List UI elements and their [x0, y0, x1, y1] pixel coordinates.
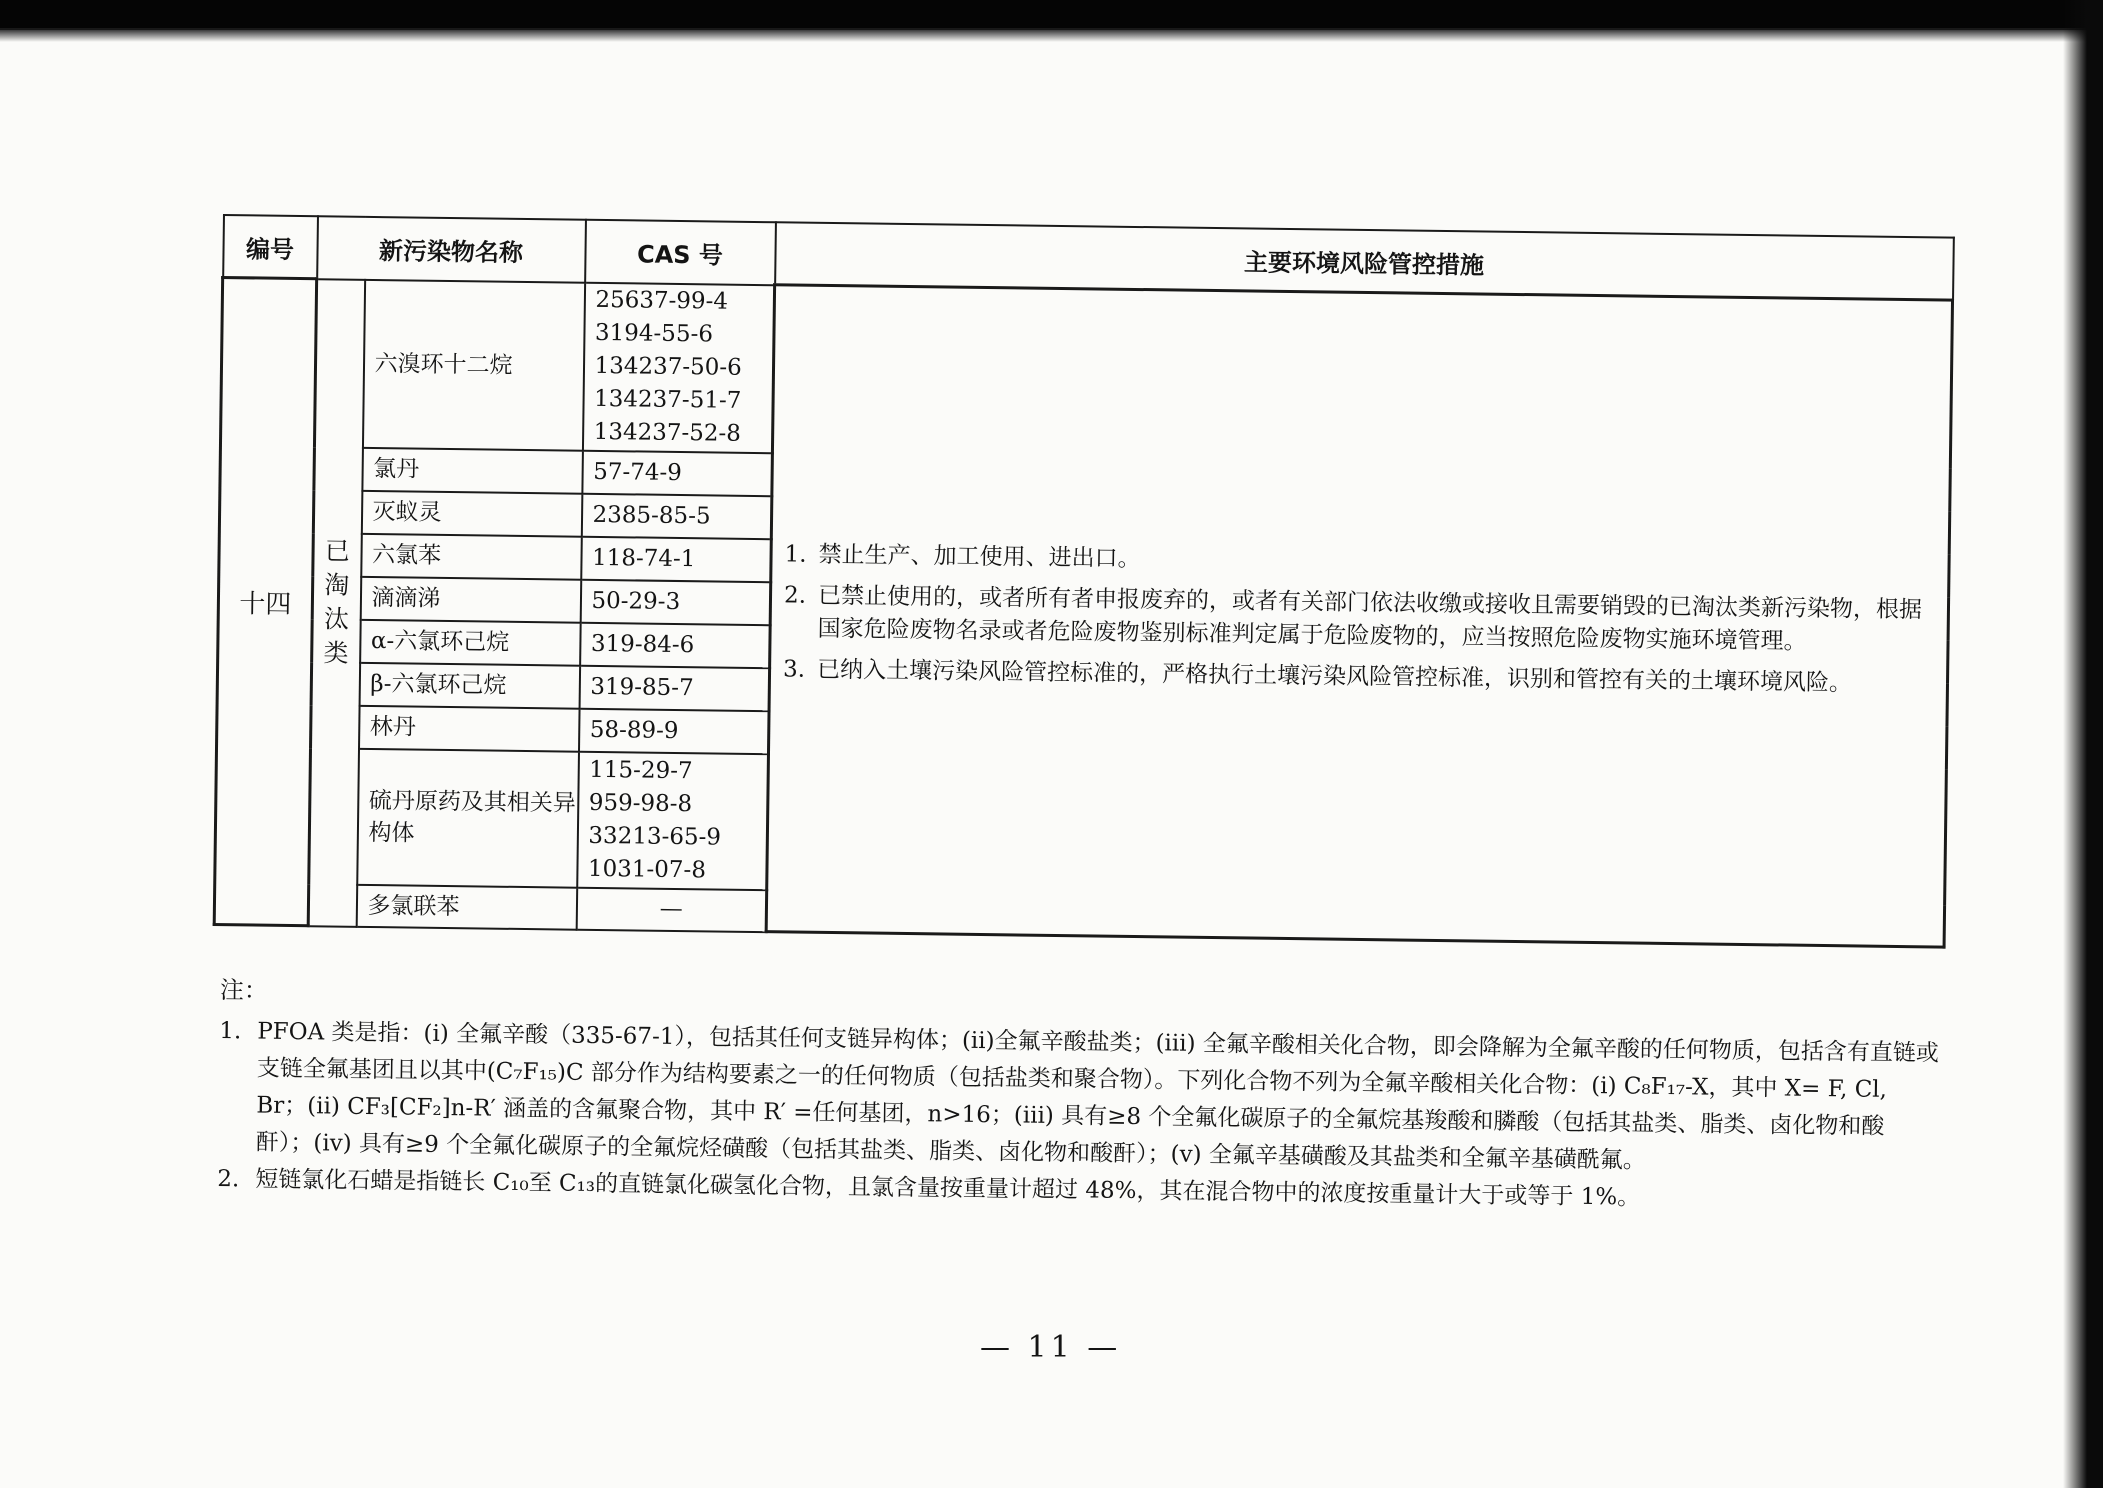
document-page: [207, 214, 1952, 1357]
cas-value: —: [659, 895, 683, 923]
pollutant-name: 灭蚁灵: [361, 490, 582, 536]
measure-item: [783, 579, 1929, 660]
cas-value: 134237-51-7: [593, 385, 742, 414]
cas-value: 1031-07-8: [587, 855, 707, 883]
cas-number: [579, 665, 770, 710]
cas-number: [582, 282, 774, 452]
measures-cell: [766, 285, 1952, 947]
notes-title: 注：: [219, 976, 269, 1005]
cas-value: 58-89-9: [589, 716, 679, 744]
pollutant-name: 六氯苯: [361, 533, 582, 579]
table-row: [220, 278, 1952, 469]
measure-number: 2.: [783, 582, 807, 609]
cas-value: 319-84-6: [590, 630, 695, 658]
note-text: PFOA 类是指：(i) 全氟辛酸（335-67-1），包括其任何支链异构体；(ii)全氟辛酸盐类；(iii) 全氟辛酸相关化合物，即会降解为全氟辛酸的任何物质，包括含有直链或支链全氟基团且以其中(C₇F₁₅)C 部分作为结构要素之一的任何物质（包括盐类和聚合物）。下列化合物不列为全氟辛酸相关化合物：(i) C₈F₁₇-X，其中 X= F, Cl, Br；(ii) CF₃[CF₂]n-R′ 涵盖的含氟聚合物，其中 R′ =任何基团，n>16；(iii) 具有≥8 个全氟化碳原子的全氟烷基羧酸和膦酸（包括其盐类、脂类、卤化物和酸酐）；(iv) 具有≥9 个全氟化碳原子的全氟烷烃磺酸（包括其盐类、脂类、卤化物和酸酐）；(v) 全氟辛基磺酸及其盐类和全氟辛基磺酰氟。: [255, 1018, 1939, 1174]
scan-edge-shadow: [0, 28, 2103, 42]
notes-section: [217, 972, 1940, 1220]
cas-number: [580, 579, 771, 624]
cas-number: [578, 708, 769, 753]
header-measures: 主要环境风险管控措施: [775, 222, 1954, 300]
cas-number: [577, 751, 769, 889]
measure-item: [783, 653, 1928, 701]
pollutant-table: [213, 214, 1955, 949]
page-number: — 11 —: [980, 1330, 1122, 1365]
measure-number: 1.: [784, 541, 807, 568]
note-number: 1.: [219, 1018, 242, 1045]
cas-value: 50-29-3: [591, 587, 681, 615]
cas-number: [582, 450, 773, 495]
header-cas: CAS 号: [585, 220, 776, 285]
category-char: 已: [324, 536, 351, 566]
pollutant-name: β-六氯环己烷: [359, 662, 580, 708]
cas-value: 115-29-7: [589, 756, 693, 784]
cas-value: 57-74-9: [592, 458, 683, 486]
pollutant-name: 林丹: [359, 705, 580, 751]
header-number: 编号: [223, 215, 318, 279]
cas-value: 134237-52-8: [593, 418, 742, 447]
cas-value: 118-74-1: [591, 544, 696, 572]
pollutant-name: 硫丹原药及其相关异构体: [357, 748, 579, 887]
cas-value: 134237-50-6: [594, 352, 742, 381]
cas-value: 319-85-7: [590, 673, 694, 701]
note-text: 短链氯化石蜡是指链长 C₁₀至 C₁₃的直链氯化碳氢化合物，且氯含量按重量计超过 48%，其在混合物中的浓度按重量计大于或等于 1%。: [255, 1166, 1641, 1211]
cas-value: 3194-55-6: [594, 319, 714, 348]
pollutant-name: α-六氯环己烷: [360, 619, 581, 665]
measure-item: [784, 538, 1929, 586]
category-char: 淘: [324, 570, 350, 600]
cas-number: [581, 493, 772, 538]
row-number: 十四: [214, 278, 316, 926]
pollutant-name: 滴滴涕: [360, 576, 581, 622]
cas-number: [580, 622, 771, 667]
measure-text: 已禁止使用的，或者所有者申报废弃的，或者有关部门依法收缴或接收且需要销毁的已淘汰类新污染物，根据国家危险废物名录或者危险废物鉴别标准判定属于危险废物的，应当按照危险废物实施环境管理。: [817, 582, 1923, 655]
scan-edge-right: [2063, 0, 2103, 1488]
category-char: 类: [323, 638, 349, 668]
measure-text: 禁止生产、加工使用、进出口。: [818, 541, 1141, 573]
header-name: 新污染物名称: [317, 216, 586, 282]
scan-edge-top: [0, 0, 2103, 30]
category-char: 汰: [323, 604, 350, 634]
measure-number: 3.: [782, 656, 806, 683]
measures-list: [783, 538, 1930, 701]
cas-number: [576, 887, 767, 931]
pollutant-name: 多氯联苯: [356, 884, 577, 929]
measure-text: 已纳入土壤污染风险管控标准的，严格执行土壤污染风险管控标准，识别和管控有关的土壤环境风险。: [816, 656, 1853, 697]
pollutant-name: 六溴环十二烷: [362, 279, 584, 450]
note-number: 2.: [217, 1166, 240, 1193]
cas-value: 959-98-8: [588, 789, 693, 817]
pollutant-name: 氯丹: [362, 447, 583, 493]
cas-value: 25637-99-4: [595, 286, 729, 315]
cas-value: 2385-85-5: [592, 501, 711, 529]
note-item: [218, 1013, 1940, 1184]
category-cell: [308, 279, 364, 927]
cas-number: [581, 536, 772, 581]
cas-value: 33213-65-9: [588, 822, 722, 851]
